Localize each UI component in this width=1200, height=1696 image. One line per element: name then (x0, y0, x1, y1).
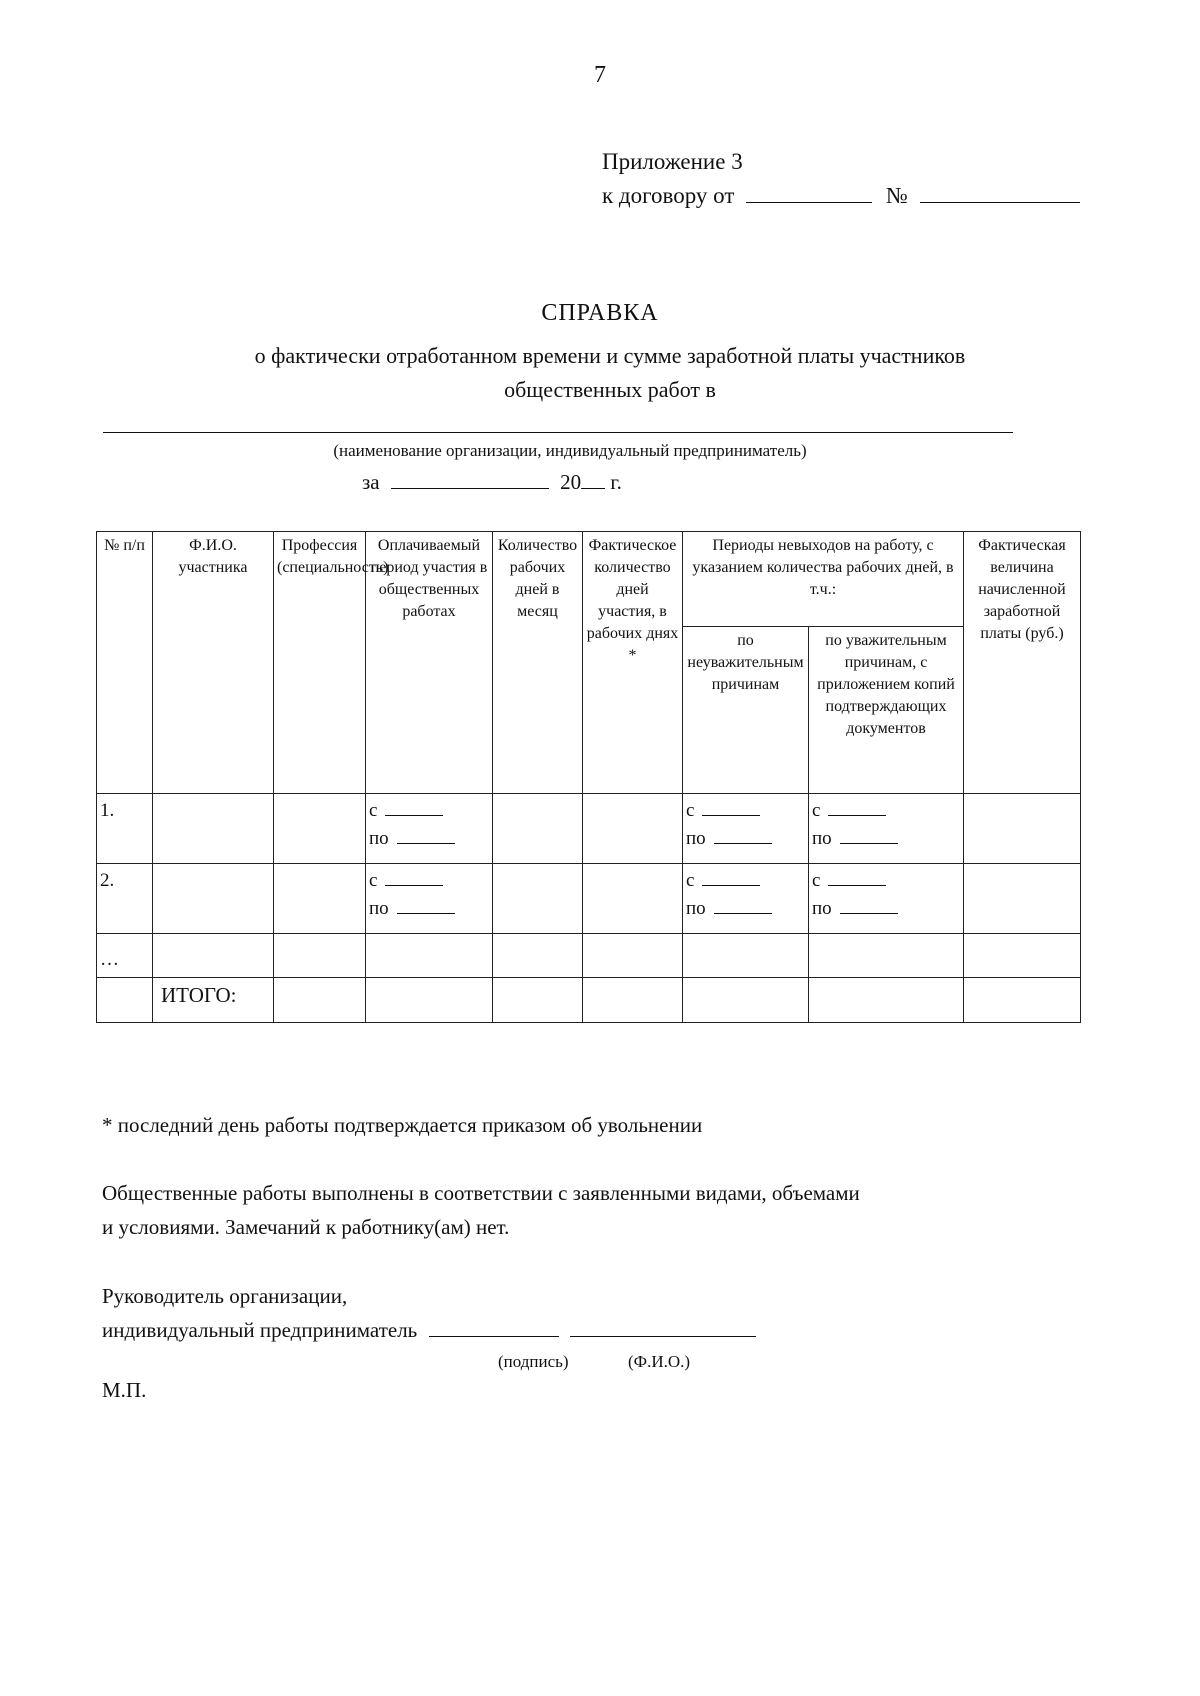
signatory-title: Руководитель организации, (102, 1284, 348, 1308)
table-row-total (97, 978, 1081, 1023)
to-blank[interactable] (714, 899, 772, 914)
empty-cell (97, 978, 153, 1023)
row-number: 1. (97, 794, 153, 864)
row-number: 2. (97, 864, 153, 934)
table-row-ellipsis (97, 934, 1081, 978)
col-header-absence: Периоды невыходов на работу, с указанием количества рабочих дней, в т.ч.: (683, 532, 964, 627)
to-label: по (812, 828, 832, 849)
statement-line-2: и условиями. Замечаний к работнику(ам) нет. (102, 1215, 510, 1239)
col-header-profession: Профессия (специальность) (274, 532, 366, 794)
to-blank[interactable] (397, 829, 455, 844)
to-blank[interactable] (840, 899, 898, 914)
signatory-line (102, 1313, 756, 1347)
col-header-salary: Фактическая величина начисленной заработной платы (руб.) (964, 532, 1081, 794)
signatory-role: индивидуальный предприниматель (102, 1318, 418, 1342)
organization-name-line[interactable] (103, 432, 1013, 433)
profession-cell[interactable] (274, 864, 366, 934)
total-cell[interactable] (493, 978, 583, 1023)
signature-caption: (подпись) (498, 1352, 569, 1371)
total-cell[interactable] (366, 978, 493, 1023)
from-blank[interactable] (385, 801, 443, 816)
absence-unexcused-cell[interactable] (683, 864, 809, 934)
col-header-fio: Ф.И.О. участника (153, 532, 274, 794)
paid-period-cell[interactable] (366, 794, 493, 864)
work-days-cell[interactable] (493, 794, 583, 864)
page-number: 7 (594, 62, 606, 88)
total-cell[interactable] (274, 978, 366, 1023)
to-label: по (812, 898, 832, 919)
table-row (97, 794, 1081, 864)
to-label: по (686, 828, 706, 849)
from-label: с (812, 870, 821, 891)
table-row (97, 864, 1081, 934)
footnote: * последний день работы подтверждается приказом об увольнении (102, 1113, 703, 1137)
empty-cell[interactable] (274, 934, 366, 978)
report-table (96, 531, 1081, 1023)
ellipsis-cell: … (97, 934, 153, 978)
from-label: с (686, 870, 695, 891)
period-year-blank[interactable] (581, 472, 605, 489)
to-blank[interactable] (840, 829, 898, 844)
appendix-title: Приложение 3 (602, 149, 743, 174)
absence-excused-cell[interactable] (809, 864, 964, 934)
appendix-block (602, 145, 1080, 213)
col-header-absence-excused: по уважительным причинам, с приложением копий подтверждающих документов (809, 627, 964, 794)
empty-cell[interactable] (583, 934, 683, 978)
document-title: СПРАВКА (541, 300, 659, 326)
organization-caption: (наименование организации, индивидуальный предприниматель) (333, 441, 807, 460)
empty-cell[interactable] (153, 934, 274, 978)
col-header-paid-period: Оплачиваемый период участия в общественных работах (366, 532, 493, 794)
document-subtitle (200, 339, 1020, 407)
from-blank[interactable] (828, 871, 886, 886)
contract-date-blank[interactable] (746, 184, 872, 203)
empty-cell[interactable] (493, 934, 583, 978)
period-month-blank[interactable] (391, 472, 549, 489)
to-label: по (369, 828, 389, 849)
name-blank[interactable] (570, 1320, 756, 1337)
to-label: по (369, 898, 389, 919)
total-cell[interactable] (683, 978, 809, 1023)
completion-statement (102, 1176, 1002, 1244)
contract-number-blank[interactable] (920, 184, 1080, 203)
subtitle-line-2: общественных работ в (504, 377, 716, 402)
col-header-number: № п/п (97, 532, 153, 794)
statement-line-1: Общественные работы выполнены в соответствии с заявленными видами, объемами (102, 1181, 860, 1205)
empty-cell[interactable] (964, 934, 1081, 978)
from-blank[interactable] (828, 801, 886, 816)
to-label: по (686, 898, 706, 919)
empty-cell[interactable] (809, 934, 964, 978)
period-year-prefix: 20 (560, 470, 582, 494)
fio-cell[interactable] (153, 794, 274, 864)
col-header-actual-days: Фактическое количество дней участия, в рабочих днях * (583, 532, 683, 794)
contract-label: к договору от (602, 183, 735, 208)
signature-block (102, 1279, 756, 1347)
from-label: с (812, 800, 821, 821)
contract-reference (602, 179, 1080, 213)
number-sign: № (885, 183, 908, 208)
signature-blank[interactable] (429, 1320, 559, 1337)
from-label: с (369, 800, 378, 821)
actual-days-cell[interactable] (583, 794, 683, 864)
to-blank[interactable] (397, 899, 455, 914)
fio-cell[interactable] (153, 864, 274, 934)
report-period (362, 470, 622, 495)
from-label: с (369, 870, 378, 891)
paid-period-cell[interactable] (366, 864, 493, 934)
name-caption: (Ф.И.О.) (628, 1352, 691, 1371)
total-cell[interactable] (964, 978, 1081, 1023)
col-header-work-days: Количество рабочих дней в месяц (493, 532, 583, 794)
total-cell[interactable] (583, 978, 683, 1023)
actual-days-cell[interactable] (583, 864, 683, 934)
to-blank[interactable] (714, 829, 772, 844)
salary-cell[interactable] (964, 864, 1081, 934)
from-blank[interactable] (385, 871, 443, 886)
col-header-absence-unexcused: по неуважительным причинам (683, 627, 809, 794)
from-blank[interactable] (702, 801, 760, 816)
subtitle-line-1: о фактически отработанном времени и сумме заработной платы участников (254, 343, 966, 368)
work-days-cell[interactable] (493, 864, 583, 934)
period-suffix: г. (610, 470, 622, 494)
empty-cell[interactable] (366, 934, 493, 978)
stamp-label: М.П. (102, 1378, 147, 1402)
total-label: ИТОГО: (153, 978, 274, 1023)
from-label: с (686, 800, 695, 821)
profession-cell[interactable] (274, 794, 366, 864)
period-prefix: за (362, 470, 380, 494)
total-cell[interactable] (809, 978, 964, 1023)
from-blank[interactable] (702, 871, 760, 886)
header-row-top (97, 532, 1081, 627)
empty-cell[interactable] (683, 934, 809, 978)
absence-excused-cell[interactable] (809, 794, 964, 864)
absence-unexcused-cell[interactable] (683, 794, 809, 864)
salary-cell[interactable] (964, 794, 1081, 864)
